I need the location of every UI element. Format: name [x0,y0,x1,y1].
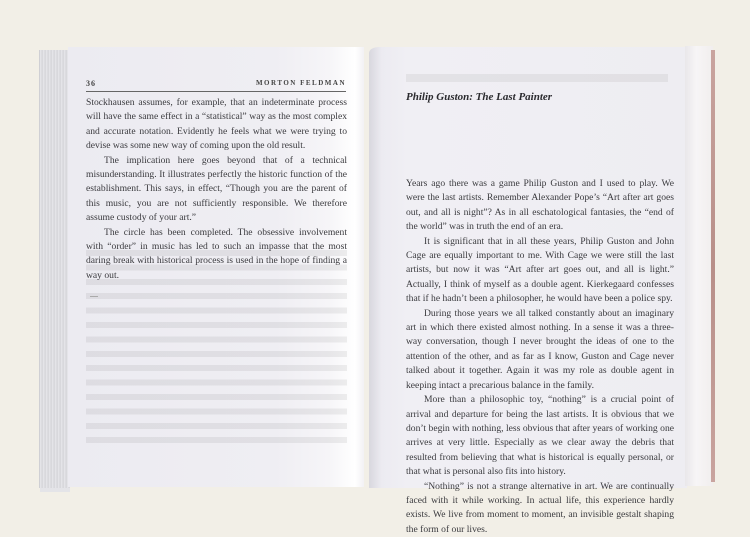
paragraph: “Nothing” is not a strange alternative in art. We are continually faced with it while working. In actual life, this experience hardly exists. We live from moment to moment, an invisible gestalt shaping the form of our lives. [406,480,674,535]
page-number: 36 [86,79,96,88]
paragraph: During those years we all talked constantly about an imaginary art in which there existed almost nothing. In a sense it was a three-way conversation, though I never brought the ideas of one to the attention of the other, and as far as I know, Guston and Cage never talked about it together. Again it was my role as double agent in keeping intact a precarious balance in the family. [406,307,674,391]
paragraph: The circle has been completed. The obsessive involvement with “order” in music has led to such an impasse that the most daring break with historical process is used in the hope of finding a way out. [86,226,347,281]
right-page-body [406,177,674,537]
page-mark [90,296,98,297]
bleed-through-header [406,74,668,82]
paragraph: More than a philosophic toy, “nothing” is a crucial point of arrival and departure for being the last artists. It is obvious that we don’t begin with nothing, less obvious that after years of working one arrives at very little. Especially as we clear away the debris that resulted from believing that what is historical is equally personal, or that what is personal also fits into history. [406,394,674,478]
paragraph: The implication here goes beyond that of a technical misunderstanding. It illustrates perfectly the historic function of the establishment. This says, in effect, “Though you are the parent of this music, you are not sufficiently responsible. We therefore assume custody of your art.” [86,154,347,224]
left-page-body [86,96,347,283]
paragraph: It is significant that in all these years, Philip Guston and John Cage are equally important to me. With Cage we were still the last artists, but now it was “Art after art goes out, and all is light.” Actually, I think of myself as a double agent. Kierkegaard confesses that if he hadn’t been a philosopher, he would have been a police spy. [406,235,674,305]
left-page-stack-edge [40,50,70,488]
paragraph: Stockhausen assumes, for example, that an indeterminate process will have the same effect in a “statistical” way as the most complex and accurate notation. Evidently he feels what we were trying to devise was some new way of coming upon the old result. [86,97,347,152]
right-cover-edge [711,50,715,482]
chapter-title: Philip Guston: The Last Painter [406,91,553,103]
running-head-author: MORTON FELDMAN [255,79,346,87]
paragraph: Years ago there was a game Philip Guston and I used to play. We were the last artists. Remember Alexander Pope’s “Art after art goes out, and all is night”? As in all eschatological fantasies, the “end of the world” was in truth the end of an era. [406,178,674,233]
right-page-stack [685,46,713,486]
running-head [86,77,346,92]
